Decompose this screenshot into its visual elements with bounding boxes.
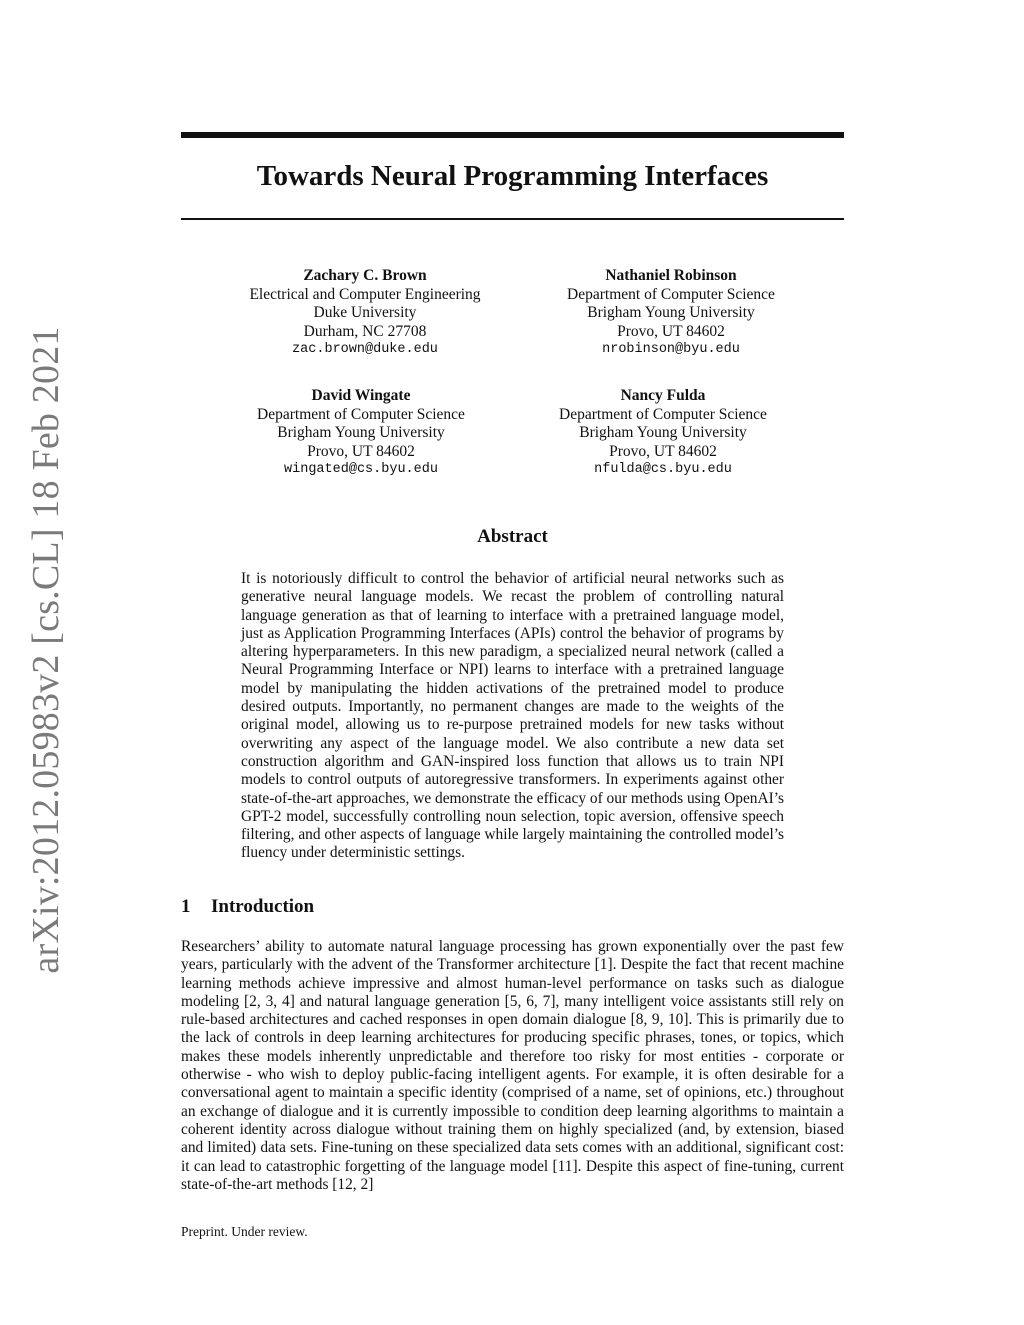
author-email: zac.brown@duke.edu	[292, 342, 438, 357]
author-institution: Brigham Young University	[587, 304, 755, 321]
author-location: Provo, UT 84602	[617, 322, 725, 340]
author-block	[521, 267, 821, 360]
arxiv-identifier: arXiv:2012.05983v2 [cs.CL] 18 Feb 2021	[25, 326, 67, 974]
author-email: wingated@cs.byu.edu	[284, 462, 438, 477]
author-name: David Wingate	[311, 387, 411, 404]
title-rule-bottom	[181, 218, 844, 220]
author-name: Zachary C. Brown	[303, 267, 427, 284]
author-department: Department of Computer Science	[567, 285, 775, 303]
introduction-body: Researchers’ ability to automate natural language processing has grown exponentially over the past few years, particularly with the advent of the Transformer architecture [1]. Despite the fact that recent machine learning methods achieve impressive and almost human-level performance on tasks such as dialogue modeling [2, 3, 4] and natural language generation [5, 6, 7], many intelligent voice assistants still rely on rule-based architectures and cached responses in open domain dialogue [8, 9, 10]. This is primarily due to the lack of controls in deep learning architectures for producing specific phrases, tones, or topics, which makes these models inherently unpredictable and therefore too risky for most entities - corporate or otherwise - who wish to deploy public-facing intelligent agents. For example, it is often desirable for a conversational agent to maintain a specific identity (comprised of a name, set of opinions, etc.) throughout an exchange of dialogue and it is currently impossible to condition deep learning algorithms to maintain a coherent identity across dialogue without training them on highly specialized (and, by extension, biased and limited) data sets. Fine-tuning on these specialized data sets comes with an additional, significant cost: it can lead to catastrophic forgetting of the language model [11]. Despite this aspect of fine-tuning, current state-of-the-art methods [12, 2]	[181, 938, 844, 1193]
paper-title: Towards Neural Programming Interfaces	[256, 160, 769, 192]
section-heading-introduction	[181, 896, 314, 918]
section-title: Introduction	[211, 896, 315, 917]
author-location: Provo, UT 84602	[609, 442, 717, 460]
title-rule-top	[181, 132, 844, 138]
author-institution: Brigham Young University	[579, 424, 747, 441]
author-department: Department of Computer Science	[257, 405, 465, 423]
author-department: Department of Computer Science	[559, 405, 767, 423]
author-block	[513, 387, 813, 480]
abstract-heading: Abstract	[477, 526, 548, 547]
section-number: 1	[181, 896, 191, 917]
author-department: Electrical and Computer Engineering	[249, 285, 481, 303]
author-location: Durham, NC 27708	[303, 322, 427, 340]
author-name: Nathaniel Robinson	[605, 267, 737, 284]
author-name: Nancy Fulda	[620, 387, 706, 404]
author-block	[211, 387, 511, 480]
author-block	[215, 267, 515, 360]
author-location: Provo, UT 84602	[307, 442, 415, 460]
abstract-body: It is notoriously difficult to control the behavior of artificial neural networks such as generative neural language models. We recast the problem of controlling natural language generation as that of learning to interface with a pretrained language model, just as Application Programming Interfaces (APIs) control the behavior of programs by altering hyperparameters. In this new paradigm, a specialized neural network (called a Neural Programming Interface or NPI) learns to interface with a pretrained language model by manipulating the hidden activations of the pretrained model to produce desired outputs. Importantly, no permanent changes are made to the weights of the original model, allowing us to re-purpose pretrained models for new tasks without overwriting any aspect of the language model. We also contribute a new data set construction algorithm and GAN-inspired loss function that allows us to train NPI models to control outputs of autoregressive transformers. In experiments against other state-of-the-art approaches, we demonstrate the efficacy of our methods using OpenAI’s GPT-2 model, successfully controlling noun selection, topic aversion, offensive speech filtering, and other aspects of language while largely maintaining the controlled model’s fluency under deterministic settings.	[241, 570, 784, 862]
author-institution: Brigham Young University	[277, 424, 445, 441]
author-institution: Duke University	[313, 304, 417, 321]
author-email: nfulda@cs.byu.edu	[594, 462, 732, 477]
author-email: nrobinson@byu.edu	[602, 342, 740, 357]
footer-note: Preprint. Under review.	[181, 1224, 308, 1239]
